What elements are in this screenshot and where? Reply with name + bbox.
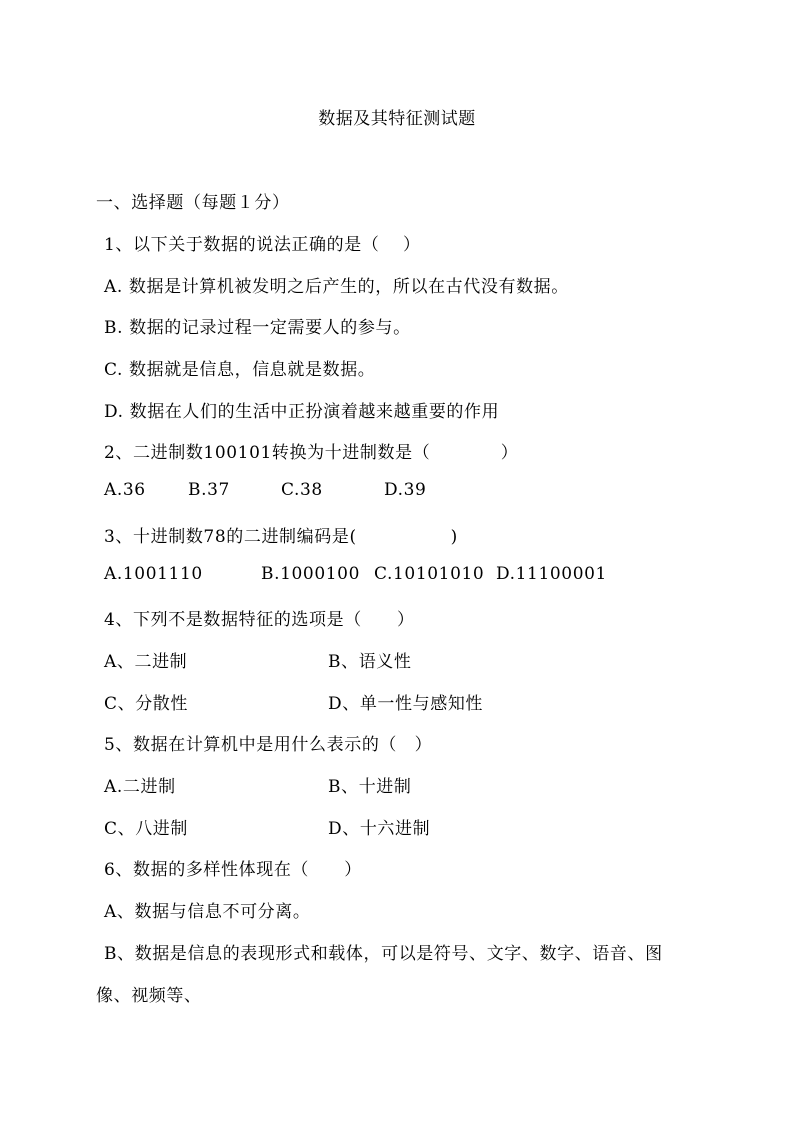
question-2-option-a: A.36	[104, 480, 146, 500]
question-4-option-a: A、二进制	[104, 652, 188, 672]
question-5-option-b: B、十进制	[328, 777, 412, 797]
question-4-stem: 4、下列不是数据特征的选项是（ ）	[104, 610, 415, 630]
question-1-option-c: C. 数据就是信息，信息就是数据。	[104, 360, 376, 380]
question-3-option-c: C.10101010	[374, 564, 485, 584]
question-5-stem: 5、数据在计算机中是用什么表示的（ ）	[104, 735, 433, 755]
question-3-option-b: B.1000100	[261, 564, 361, 584]
document-title: 数据及其特征测试题	[318, 109, 476, 129]
question-6-option-b: B、数据是信息的表现形式和载体，可以是符号、文字、数字、语音、图	[104, 944, 663, 964]
question-4-option-b: B、语义性	[328, 652, 412, 672]
question-2-option-c: C.38	[281, 480, 323, 500]
question-1-option-b: B. 数据的记录过程一定需要人的参与。	[104, 318, 411, 338]
question-3-option-a: A.1001110	[104, 564, 203, 584]
question-6-option-b-continued: 像、视频等、	[96, 986, 202, 1006]
question-1-stem: 1、以下关于数据的说法正确的是（ ）	[104, 235, 421, 255]
question-2-option-d: D.39	[384, 480, 427, 500]
question-5-option-c: C、八进制	[104, 819, 189, 839]
question-5-option-a: A.二进制	[104, 777, 176, 797]
question-2-option-b: B.37	[188, 480, 230, 500]
question-4-option-d: D、单一性与感知性	[328, 694, 484, 714]
question-6-option-a: A、数据与信息不可分离。	[104, 902, 311, 922]
question-1-option-a: A. 数据是计算机被发明之后产生的，所以在古代没有数据。	[104, 277, 569, 297]
question-2-stem: 2、二进制数100101转换为十进制数是（ ）	[104, 443, 519, 463]
question-6-stem: 6、数据的多样性体现在（ ）	[104, 860, 362, 880]
question-3-stem: 3、十进制数78的二进制编码是( )	[104, 527, 458, 547]
question-1-option-d: D. 数据在人们的生活中正扮演着越来越重要的作用	[104, 402, 500, 422]
question-4-option-c: C、分散性	[104, 694, 189, 714]
question-5-option-d: D、十六进制	[328, 819, 431, 839]
section-heading: 一、选择题（每题１分）	[96, 193, 290, 213]
question-3-option-d: D.11100001	[496, 564, 607, 584]
